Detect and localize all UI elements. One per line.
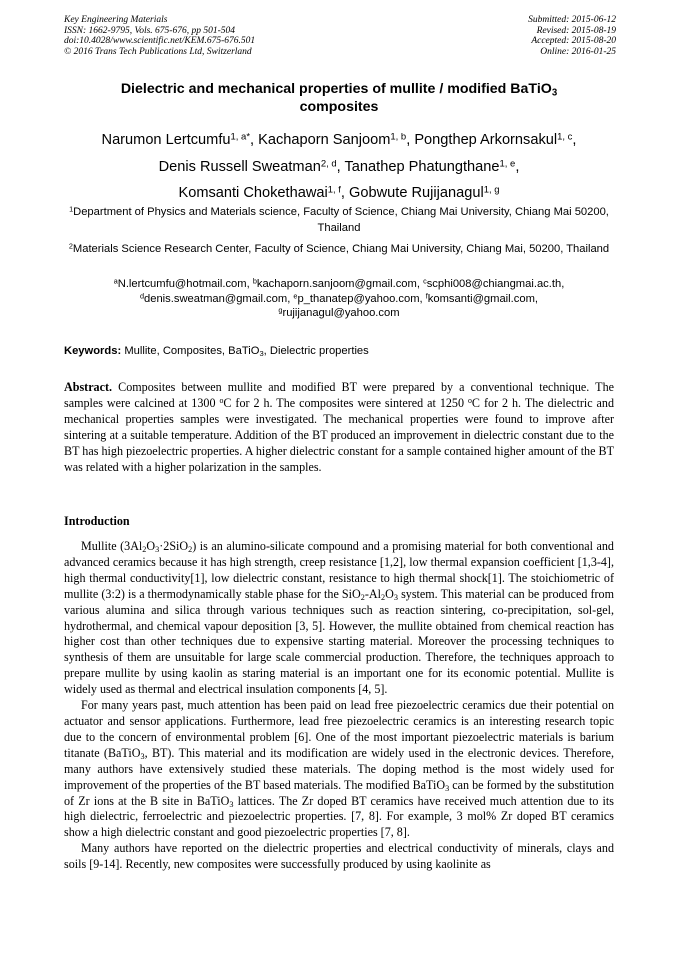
abstract: Abstract. Composites between mullite and modified BT were prepared by a conventional technique. The samples were calcined at 1300 $^o$C for 2 h. The composites were sintered at 1250 $^o$C for 2 h. The dielectric and mechanical properties samples were investigated. The mechanical properties were found to improve after sintering at a suitable temperature. Addition of the BT produced an improvement in dielectric constant due to the BT has high piezoelectric properties. A higher dielectric constant for a sample contained higher amount of the BT was related with a higher polarization in the samples. <box>64 380 614 474</box>
author: Pongthep Arkornsakul$^{1, c}$, <box>414 131 577 148</box>
title-subscript: 3 <box>551 87 558 99</box>
author: Gobwute Rujijanagul$^{1, g}$ <box>349 184 500 201</box>
abstract-label: Abstract. <box>64 380 113 394</box>
title-text: Dielectric and mechanical properties of mullite / modified BaTiO <box>120 81 552 97</box>
author: Komsanti Chokethawai$^{1, f}$, <box>178 184 350 201</box>
dates-header <box>528 15 616 57</box>
email[interactable]: $^d$denis.sweatman@gmail.com <box>139 290 288 305</box>
paragraph: Mullite $(3Al_2O_3\cdot 2SiO_2)$ is an alumino-silicate compound and a promising material for both conventional and advanced ceramics because it has high strength, creep resistance [1,2], low thermal expansion coefficient [1,3-4], high thermal conductivity[1], low dielectric constant, resistance to high thermal shock[1]. The stoichiometric of mullite (3:2) is a thermodynamically stable phase for the $SiO_2-Al_2O_3$ system. This material can be produced from various alumina and silica through various techniques such as reaction sintering, co-precipitation, sol-gel, hydrothermal, and chemical vapour deposition [3, 5]. However, the mullite obtained from chemical reaction has higher cost than other techniques due to expensive starting material. Moreover the processing techniques to synthesis of them are unsuitable for large scale commercial production. Therefore, the techniques approach to prepare mullite by using kaolin as staring material is an important one for its economic potential. Mullite is widely used as thermal and electrical insulation components [4, 5]. <box>64 539 615 697</box>
keywords-label: Keywords: <box>64 345 122 357</box>
introduction-body <box>64 539 614 873</box>
email[interactable]: $^c$scphi008@chiangmai.ac.th <box>423 276 562 290</box>
keywords-line: Keywords: Mullite, Composites, BaTiO$_3$, Dielectric properties <box>64 345 369 358</box>
affiliation-2: $^2$Materials Science Research Center, Faculty of Science, Chiang Mai University, Chiang Mai, 50200, Thailand <box>68 241 610 255</box>
revised-date: Revised: 2015-08-19 <box>536 25 616 36</box>
author: Narumon Lertcumfu$^{1, a*}$, <box>101 131 259 148</box>
email-list: $^a$N.lertcumfu@hotmail.com, $^b$kachaporn.sanjoom@gmail.com, $^c$scphi008@chiangmai.ac.th, $^d$denis.sweatman@gmail.com, $^e$p_thanatep@yahoo.com, $^f$komsanti@gmail.com, $^g$rujijanagul@yahoo.com <box>113 276 565 319</box>
paper-title <box>60 80 618 116</box>
issn-line: ISSN: 1662-9795, Vols. 675-676, pp 501-504 <box>64 25 235 36</box>
paragraph: For many years past, much attention has been paid on lead free piezoelectric ceramics due their potential on actuator and sensor applications. Furthermore, lead free piezoelectric ceramics is an interesting research topic due to the concern of environmental problem [6]. One of the most important piezoelectric materials is barium titanate (BaTiO$_3$, BT). This material and its modification are widely used in the electronic devices. Therefore, many authors have extensively studied these materials. The doping method is the most widely used for improvement of the properties of the BT based materials. The modified BaTiO$_3$ can be formed by the substitution of Zr ions at the B site in BaTiO$_3$ lattices. The Zr doped BT ceramics have received much attention due to its high dielectric, ferroelectric and piezoelectric properties. [7, 8]. For example, 3 mol% Zr doped BT ceramics show a high dielectric constant and good piezoelectric properties [7, 8]. <box>64 698 614 840</box>
author: Kachaporn Sanjoom$^{1, b}$, <box>258 131 415 148</box>
journal-header <box>64 15 255 57</box>
accepted-date: Accepted: 2015-08-20 <box>531 36 616 47</box>
email[interactable]: $^g$rujijanagul@yahoo.com <box>278 305 400 319</box>
doi-line[interactable]: doi:10.4028/www.scientific.net/KEM.675-676.501 <box>64 36 256 47</box>
submitted-date: Submitted: 2015-06-12 <box>528 15 616 25</box>
paragraph: Many authors have reported on the dielectric properties and electrical conductivity of minerals, clays and soils [9-14]. Recently, new composites were successfully produced by using kaolinite as <box>64 841 614 872</box>
author: Denis Russell Sweatman$^{2, d}$, <box>158 157 345 175</box>
author: Tanathep Phatungthane$^{1, e}$, <box>344 157 520 175</box>
affiliation-1: $^1$Department of Physics and Materials science, Faculty of Science, Chiang Mai University, Chiang Mai 50200, Thailand <box>69 204 609 234</box>
email[interactable]: $^b$kachaporn.sanjoom@gmail.com <box>252 276 417 290</box>
email[interactable]: $^e$p_thanatep@yahoo.com <box>293 290 420 305</box>
title-text-line2: composites <box>299 99 379 115</box>
author-list <box>44 127 634 207</box>
email[interactable]: $^a$N.lertcumfu@hotmail.com <box>113 276 247 290</box>
email[interactable]: $^f$komsanti@gmail.com <box>425 290 535 305</box>
journal-name: Key Engineering Materials <box>64 15 168 25</box>
copyright-line: © 2016 Trans Tech Publications Ltd, Switzerland <box>64 46 252 57</box>
online-date: Online: 2016-01-25 <box>540 46 616 57</box>
section-heading-introduction: Introduction <box>64 514 130 528</box>
